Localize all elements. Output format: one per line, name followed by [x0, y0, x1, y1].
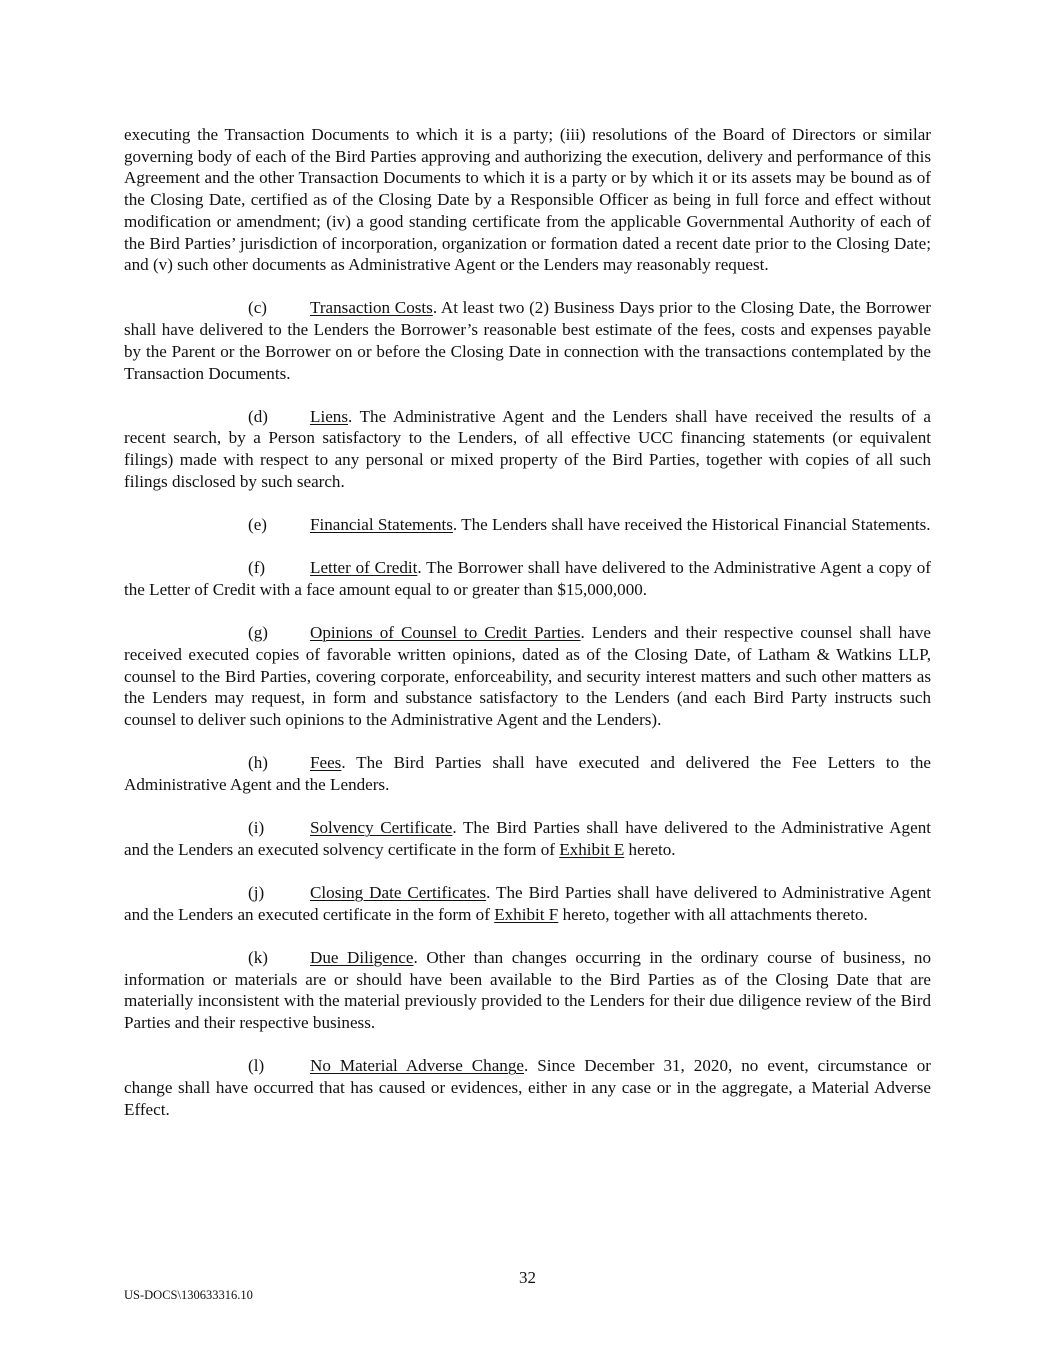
exhibit-reference: Exhibit E [559, 839, 625, 859]
section-heading: Due Diligence [310, 947, 414, 967]
section-heading: Transaction Costs [310, 298, 433, 318]
section-number: (g) [248, 623, 268, 643]
section-text-end: hereto, together with all attachments thereto. [558, 904, 868, 924]
section-text: . The Bird Parties shall have delivered to the Administrative Agent and the Lenders an executed solvency certificate in the form of [124, 818, 931, 859]
page-number: 32 [519, 1268, 536, 1287]
section-heading: Liens [310, 406, 348, 426]
section-text: . Other than changes occurring in the ordinary course of business, no information or materials are or should have been available to the Bird Parties as of the Closing Date that are materially inconsistent with the material previously provided to the Lenders for their due diligence review of the Bird Parties and their respective business. [124, 947, 931, 1032]
section-c [124, 297, 931, 384]
section-text: . At least two (2) Business Days prior to the Closing Date, the Borrower shall have delivered to the Lenders the Borrower’s reasonable best estimate of the fees, costs and expenses payable by the Parent or the Borrower on or before the Closing Date in connection with the transactions contemplated by the Transaction Documents. [124, 298, 931, 383]
section-number: (j) [248, 882, 265, 902]
section-text: . The Bird Parties shall have delivered to Administrative Agent and the Lenders an executed certificate in the form of [124, 882, 931, 924]
section-k [124, 947, 931, 1034]
section-number: (e) [248, 515, 267, 535]
section-heading: Closing Date Certificates [310, 882, 487, 902]
section-i [124, 817, 931, 860]
section-number: (k) [248, 947, 268, 967]
document-id: US-DOCS\130633316.10 [124, 1288, 253, 1302]
section-heading: Letter of Credit [310, 558, 418, 578]
section-text: . The Administrative Agent and the Lenders shall have received the results of a recent search, by a Person satisfactory to the Lenders, of all effective UCC financing statements (or equivalent filings) made with respect to any personal or mixed property of the Bird Parties, together with copies of all such filings disclosed by such search. [124, 406, 931, 491]
section-number: (l) [248, 1056, 265, 1076]
section-heading: Financial Statements [310, 515, 453, 535]
section-text-end: hereto. [624, 839, 676, 859]
document-body [124, 124, 931, 1142]
section-heading: Solvency Certificate [310, 818, 453, 838]
section-heading: Fees [310, 753, 342, 773]
section-text: . Lenders and their respective counsel shall have received executed copies of favorable written opinions, dated as of the Closing Date, of Latham & Watkins LLP, counsel to the Bird Parties, covering corporate, enforceability, and security interest matters and such other matters as the Lenders may request, in form and substance satisfactory to the Lenders (and each Bird Party instructs such counsel to deliver such opinions to the Administrative Agent and the Lenders). [124, 623, 931, 729]
section-heading: No Material Adverse Change [310, 1056, 524, 1076]
section-text: . The Bird Parties shall have executed and delivered the Fee Letters to the Administrative Agent and the Lenders. [124, 753, 931, 794]
section-f [124, 557, 931, 600]
section-text: . The Borrower shall have delivered to the Administrative Agent a copy of the Letter of Credit with a face amount equal to or greater than $15,000,000. [124, 558, 931, 599]
exhibit-reference: Exhibit F [494, 904, 559, 924]
section-number: (h) [248, 753, 268, 773]
intro-paragraph [124, 124, 931, 276]
section-text: . The Lenders shall have received the Historical Financial Statements. [452, 515, 931, 535]
section-number: (f) [248, 558, 266, 578]
section-l [124, 1055, 931, 1120]
section-e [124, 514, 931, 536]
section-d [124, 406, 931, 493]
section-number: (c) [248, 298, 267, 318]
section-heading: Opinions of Counsel to Credit Parties [310, 623, 581, 643]
section-h [124, 752, 931, 795]
section-number: (i) [248, 818, 265, 838]
section-text: . Since December 31, 2020, no event, circumstance or change shall have occurred that has caused or evidences, either in any case or in the aggregate, a Material Adverse Effect. [124, 1056, 932, 1119]
section-g [124, 622, 931, 731]
section-j [124, 882, 931, 925]
intro-text: executing the Transaction Documents to which it is a party; (iii) resolutions of the Board of Directors or similar governing body of each of the Bird Parties approving and authorizing the execution, delivery and performance of this Agreement and the other Transaction Documents to which it is a party or by which it or its assets may be bound as of the Closing Date, certified as of the Closing Date by a Responsible Officer as being in full force and effect without modification or amendment; (iv) a good standing certificate from the applicable Governmental Authority of each of the Bird Parties’ jurisdiction of incorporation, organization or formation dated a recent date prior to the Closing Date; and (v) such other documents as Administrative Agent or the Lenders may reasonably request. [124, 125, 931, 275]
section-number: (d) [248, 406, 268, 426]
